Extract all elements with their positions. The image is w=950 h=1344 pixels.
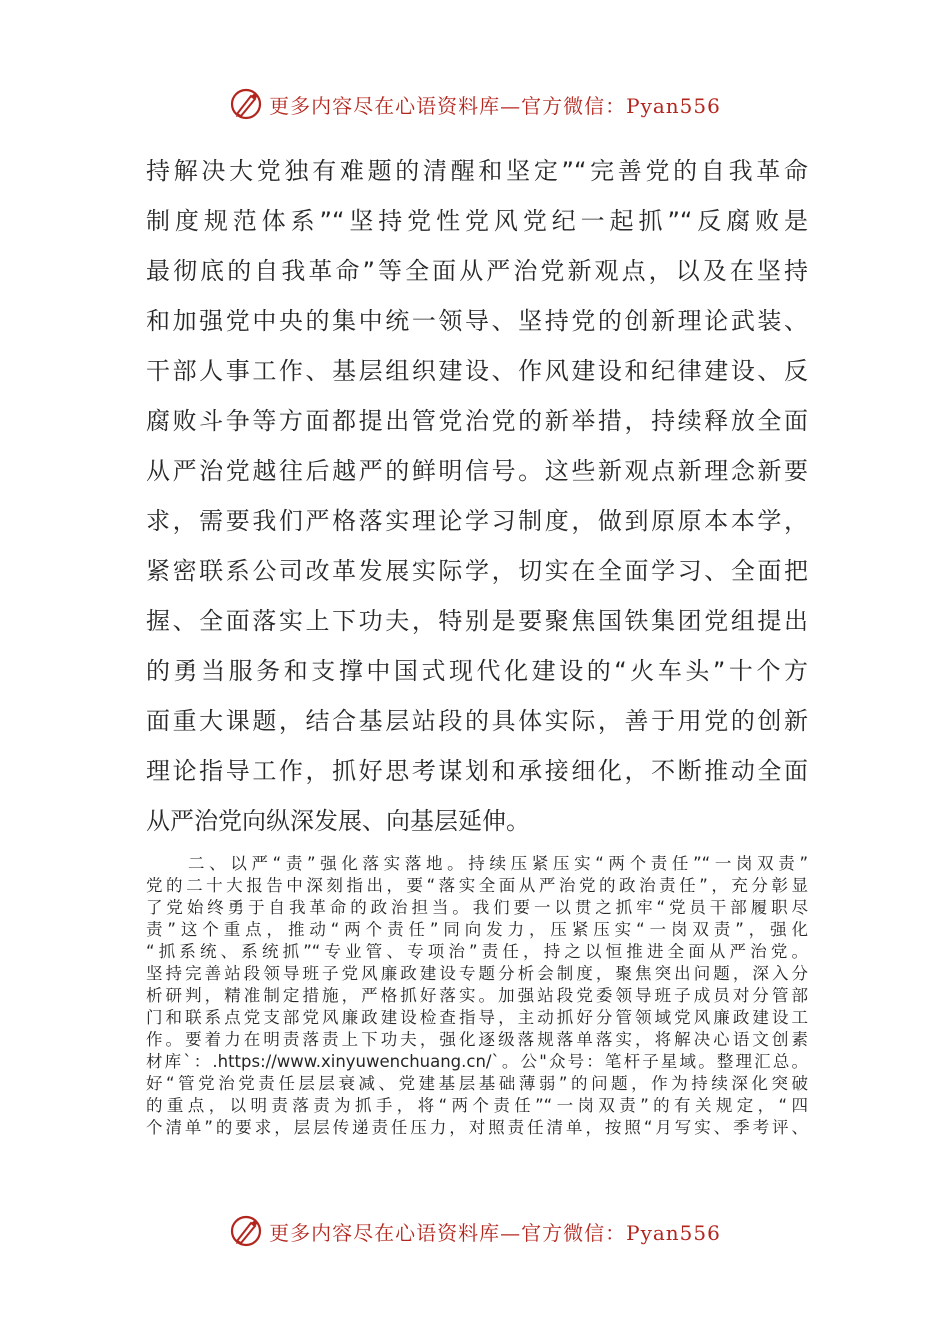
text-line: 最彻底的自我革命”等全面从严治党新观点，以及在坚持 bbox=[146, 257, 808, 285]
header-banner bbox=[0, 84, 950, 124]
text-line: 制度规范体系”“坚持党性党风党纪一起抓”“反腐败是 bbox=[146, 207, 808, 235]
text-line: 坚持完善站段领导班子党风廉政建设专题分析会制度，聚焦突出问题，深入分 bbox=[146, 964, 808, 983]
footer-banner bbox=[0, 1211, 950, 1251]
text-line: 好“管党治党责任层层衰减、党建基层基础薄弱”的问题，作为持续深化突破 bbox=[146, 1074, 808, 1093]
body-large-text bbox=[146, 146, 808, 846]
text-line: 作。要着力在明责落责上下功夫，强化逐级落规落单落实，将解决心语文创素 bbox=[146, 1030, 808, 1049]
text-line: 个清单”的要求，层层传递责任压力，对照责任清单，按照“月写实、季考评、 bbox=[146, 1118, 808, 1137]
text-line: 门和联系点党支部党风廉政建设检查指导，主动抓好分管领域党风廉政建设工 bbox=[146, 1008, 808, 1027]
text-line: 求，需要我们严格落实理论学习制度，做到原原本本学， bbox=[146, 507, 808, 535]
text-line: 从严治党越往后越严的鲜明信号。这些新观点新理念新要 bbox=[146, 457, 808, 485]
text-line: “抓系统、系统抓”“专业管、专项治”责任，持之以恒推进全面从严治党。 bbox=[146, 942, 808, 961]
text-line: 干部人事工作、基层组织建设、作风建设和纪律建设、反 bbox=[146, 357, 808, 385]
banner-text: 更多内容尽在心语资料库—官方微信：Pyan556 bbox=[269, 1220, 721, 1245]
text-line: 和加强党中央的集中统一领导、坚持党的创新理论武装、 bbox=[146, 307, 808, 335]
text-line: 面重大课题，结合基层站段的具体实际，善于用党的创新 bbox=[146, 707, 808, 735]
text-line: 了党始终勇于自我革命的政治担当。我们要一以贯之抓牢“党员干部履职尽 bbox=[146, 898, 808, 917]
section-heading-line: 二、以严“责”强化落实落地。持续压紧压实“两个责任”“一岗双责” bbox=[188, 854, 808, 873]
text-line: 析研判，精准制定措施，严格抓好落实。加强站段党委领导班子成员对分管部 bbox=[146, 986, 808, 1005]
banner-text: 更多内容尽在心语资料库—官方微信：Pyan556 bbox=[269, 93, 721, 118]
text-line: 持解决大党独有难题的清醒和坚定”“完善党的自我革命 bbox=[146, 157, 808, 185]
pen-nib-logo-icon bbox=[229, 87, 263, 121]
text-line: 的重点，以明责落责为抓手，将“两个责任”“一岗双责”的有关规定，“四 bbox=[146, 1096, 808, 1115]
text-line: 的勇当服务和支撑中国式现代化建设的“火车头”十个方 bbox=[146, 657, 808, 685]
text-line: 材库`：.https://www.xinyuwenchuang.cn/`。公"众号：笔杆子星域。整理汇总。 bbox=[146, 1052, 808, 1071]
text-line: 理论指导工作，抓好思考谋划和承接细化，不断推动全面 bbox=[146, 757, 808, 785]
pen-nib-logo-icon bbox=[229, 1214, 263, 1248]
text-line: 责”这个重点，推动“两个责任”同向发力，压紧压实“一岗双责”，强化 bbox=[146, 920, 808, 939]
text-line: 握、全面落实上下功夫，特别是要聚焦国铁集团党组提出 bbox=[146, 607, 808, 635]
text-line: 紧密联系公司改革发展实际学，切实在全面学习、全面把 bbox=[146, 557, 808, 585]
text-line: 从严治党向纵深发展、向基层延伸。 bbox=[146, 807, 530, 835]
text-line: 腐败斗争等方面都提出管党治党的新举措，持续释放全面 bbox=[146, 407, 808, 435]
text-line: 党的二十大报告中深刻指出，要“落实全面从严治党的政治责任”，充分彰显 bbox=[146, 876, 808, 895]
body-small-text bbox=[146, 853, 808, 1139]
